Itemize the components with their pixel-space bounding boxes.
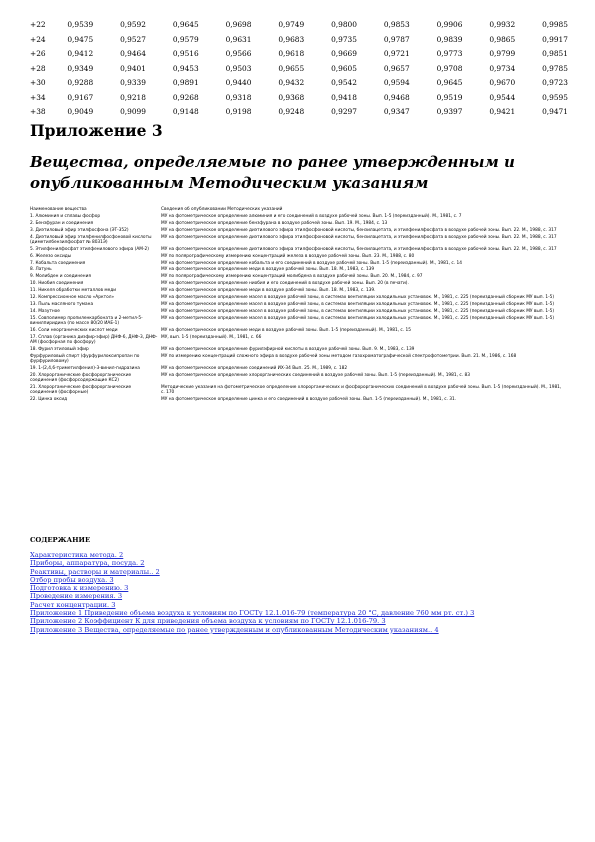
- coefficient-cell: 0,9735: [331, 34, 357, 44]
- table-row: [30, 335, 564, 347]
- table-of-contents: [30, 551, 575, 634]
- coefficient-cell: 0,9544: [489, 92, 516, 102]
- publication-reference: МУ на фотометрическое определение меди в воздухе рабочей зоны. Вып. 18. М., 1983, с. 139: [161, 267, 375, 273]
- toc-link[interactable]: Расчет концентрации. 3: [30, 600, 116, 609]
- toc-item: [30, 576, 575, 584]
- coefficient-cell: 0,9401: [120, 63, 146, 73]
- coefficient-cell: 0,9268: [172, 92, 199, 102]
- temperature-cell: +24: [30, 34, 46, 44]
- coefficient-cell: 0,9631: [225, 34, 252, 44]
- table-row: [30, 316, 564, 328]
- toc-link[interactable]: Приложение 3 Вещества, определяемые по ранее утвержденным и опубликованным Методическим указаниям.. 4: [30, 625, 439, 634]
- substance-name: 6. Железо оксиды: [30, 253, 72, 259]
- substances-table-body: [30, 207, 564, 404]
- publication-reference: МУ на фотометрическое определение диэтилового эфира этилфосфоновой кислоты, бензилацетата, и этилфенилфосфата в воздухе рабочей зоны. Вып. 22. М., 1988, с. 317: [161, 227, 557, 233]
- substance-name: 7. Кобальта соединения: [30, 260, 86, 266]
- coefficient-cell: 0,9985: [542, 20, 568, 29]
- coefficient-cell: 0,9932: [489, 20, 516, 29]
- publication-reference: МУ по полярографическому измерению концентраций молибдена в воздухе рабочей зоны. Вып. 20. М., 1984, с. 97: [161, 274, 423, 280]
- appendix-heading: Приложение 3: [30, 121, 163, 140]
- substance-name: 9. Молибден и соединения: [30, 274, 91, 280]
- table-row: [30, 288, 564, 295]
- table-row: [30, 91, 595, 106]
- publication-reference: МУ на фотометрическое определение диэтилового эфира этилфосфоновой кислоты, бензилацетата, и этилфенилфосфата в воздухе рабочей зоны. Вып. 22. М., 1988, с. 317: [161, 246, 557, 252]
- coefficient-table-body: [30, 18, 595, 120]
- coefficient-cell: 0,9421: [489, 107, 516, 116]
- substance-name: 3. Диэтиловый эфир этилфосфона (ЭТ-352): [30, 227, 129, 233]
- toc-item: [30, 551, 575, 559]
- publication-reference: МУ на фотометрическое определение цинка и его соединений в воздухе рабочей зоны. Вып. 1-5 (переизданный). М., 1981, с. 31.: [161, 397, 457, 403]
- coefficient-cell: 0,9099: [120, 107, 146, 116]
- coefficient-cell: 0,9464: [120, 49, 146, 58]
- coefficient-cell: 0,9734: [489, 63, 516, 73]
- coefficient-cell: 0,9723: [542, 78, 568, 87]
- coefficient-cell: 0,9595: [542, 92, 568, 102]
- appendix-subheading: Вещества, определяемые по ранее утвержденным и опубликованным Методическим указаниям: [30, 153, 515, 192]
- toc-link[interactable]: Отбор пробы воздуха. 3: [30, 575, 114, 584]
- coefficient-cell: 0,9698: [225, 20, 252, 29]
- publication-reference: МУ на фотометрическое определение диэтилового эфира этилфосфоновой кислоты, бензилацетата, и этилфенилфосфата в воздухе рабочей зоны. Вып. 22. М., 1988, с. 317: [161, 234, 557, 240]
- coefficient-cell: 0,9605: [331, 63, 357, 73]
- toc-link[interactable]: Характеристика метода. 2: [30, 551, 124, 559]
- coefficient-table: [30, 18, 595, 120]
- table-row: [30, 207, 564, 214]
- coefficient-cell: 0,9785: [542, 63, 568, 73]
- coefficient-cell: 0,9418: [331, 92, 357, 102]
- substance-name: 13. Пыль масляного тумана: [30, 301, 94, 307]
- publication-reference: МУ, вып. 1-5 (переизданный). М., 1981, с. 66: [161, 334, 262, 340]
- publication-reference: МУ на фотометрическое определение хлорорганических соединений в воздухе рабочей зоны. Вып. 1-5 (переизданный). М., 1981, с. 83: [161, 372, 470, 378]
- substance-name: 10. Ниобия соединения: [30, 281, 84, 287]
- substance-name: 18. Фурил этиловый эфир: [30, 346, 89, 352]
- coefficient-cell: 0,9645: [172, 20, 199, 29]
- table-row: [30, 254, 564, 261]
- coefficient-cell: 0,9657: [383, 63, 410, 73]
- table-row: [30, 397, 564, 404]
- table-row: [30, 235, 564, 247]
- toc-item: [30, 592, 575, 600]
- coefficient-cell: 0,9453: [172, 63, 199, 73]
- publication-reference: МУ на фотометрическое определение масел в воздухе рабочей зоны, в системах вентиляции холодильных установок. М., 1981, с. 225 (переизданный сборник МУ вып. 1-5): [161, 308, 555, 314]
- substance-name: 16. Соли неорганических кислот меди: [30, 327, 118, 333]
- coefficient-cell: 0,9917: [542, 34, 568, 44]
- substances-table: [30, 207, 564, 404]
- table-row: [30, 354, 564, 366]
- substance-name: 11. Никеля обработки металлов меди: [30, 288, 117, 294]
- coefficient-cell: 0,9787: [383, 34, 410, 44]
- toc-title: СОДЕРЖАНИЕ: [30, 536, 91, 544]
- toc-item: [30, 626, 575, 634]
- coefficient-cell: 0,9618: [278, 49, 305, 58]
- toc-item: [30, 568, 575, 576]
- coefficient-cell: 0,9412: [67, 49, 94, 58]
- temperature-cell: +26: [30, 49, 46, 58]
- temperature-cell: +22: [30, 20, 46, 29]
- toc-item: [30, 601, 575, 609]
- coefficient-cell: 0,9148: [172, 107, 199, 116]
- publication-reference: МУ на фотометрическое определение масел в воздухе рабочей зоны, в системах вентиляции холодильных установок. М., 1981, с. 225 (переизданный сборник МУ вып. 1-5): [161, 301, 555, 307]
- coefficient-cell: 0,9475: [67, 34, 94, 44]
- substance-name: 5. Этилфенилфосфат этилфенилового эфира (АМ-2): [30, 246, 149, 252]
- coefficient-cell: 0,9669: [331, 49, 357, 58]
- toc-item: [30, 584, 575, 592]
- coefficient-cell: 0,9708: [436, 63, 463, 73]
- coefficient-cell: 0,9851: [542, 49, 568, 58]
- publication-reference: МУ на фотометрическое определение алюминия и его соединений в воздухе рабочей зоны. Вып. 1-5 (переизданный). М., 1981, с. 7: [161, 213, 462, 219]
- coefficient-cell: 0,9839: [436, 34, 463, 44]
- toc-link[interactable]: Подготовка к измерению. 3: [30, 584, 129, 593]
- temperature-cell: +28: [30, 63, 46, 73]
- table-row: [30, 221, 564, 228]
- publication-reference: МУ на фотометрическое определение меди в воздухе рабочей зоны. Вып. 1-5 (переизданный). М., 1981, с. 15: [161, 327, 411, 333]
- coefficient-cell: 0,9683: [278, 34, 305, 44]
- toc-link[interactable]: Проведение измерения. 3: [30, 592, 123, 601]
- coefficient-cell: 0,9527: [120, 34, 146, 44]
- coefficient-cell: 0,9516: [172, 49, 199, 58]
- coefficient-cell: 0,9440: [225, 78, 252, 87]
- table-row: [30, 18, 595, 33]
- table-row: [30, 47, 595, 62]
- publication-reference: МУ на фотометрическое определение бензфурана в воздухе рабочей зоны. Вып. 19. М., 1984, с. 13: [161, 220, 388, 226]
- table-row: [30, 373, 564, 385]
- coefficient-cell: 0,9891: [172, 78, 199, 87]
- table-row: [30, 62, 595, 77]
- coefficient-cell: 0,9368: [278, 92, 305, 102]
- coefficient-cell: 0,9853: [383, 20, 410, 29]
- substance-name: 8. Латунь: [30, 267, 52, 273]
- coefficient-cell: 0,9198: [225, 107, 252, 116]
- coefficient-cell: 0,9799: [489, 49, 516, 58]
- table-row: [30, 228, 564, 235]
- publication-reference: Сведения об опубликовании Методических указаний: [161, 207, 283, 212]
- table-row: [30, 247, 564, 254]
- coefficient-cell: 0,9248: [278, 107, 305, 116]
- publication-reference: МУ на фотометрическое определение меди в воздухе рабочей зоны. Вып. 18. М., 1983, с. 139.: [161, 288, 376, 294]
- substance-name: 22. Цинка оксид: [30, 397, 68, 403]
- substance-name: 4. Диэтиловый эфир этилфенилфосфоновой кислоты (диметилбензилфосфат № 8031Э): [30, 234, 152, 245]
- coefficient-cell: 0,9579: [172, 34, 199, 44]
- coefficient-cell: 0,9397: [436, 107, 463, 116]
- coefficient-cell: 0,9592: [120, 20, 146, 29]
- coefficient-cell: 0,9347: [383, 107, 410, 116]
- toc-item: [30, 617, 575, 625]
- publication-reference: МУ на фотометрическое определение масел в воздухе рабочей зоны, в системах вентиляции холодильных установок. М., 1981, с. 225 (переизданный сборник МУ вып. 1-5): [161, 294, 555, 300]
- publication-reference: МУ на фотометрическое определение кобальта и его соединений в воздухе рабочей зоны. Вып. 1-5 (переизданный). М., 1981, с. 14: [161, 260, 462, 266]
- table-row: [30, 302, 564, 309]
- substance-name: 14. Мазутное: [30, 308, 60, 314]
- coefficient-cell: 0,9519: [436, 92, 463, 102]
- substance-name: 19. 1-(2,4,6-триметилфенил)-3-винил-гидразина: [30, 366, 140, 371]
- coefficient-cell: 0,9749: [278, 20, 305, 29]
- coefficient-cell: 0,9800: [331, 20, 357, 29]
- temperature-cell: +38: [30, 107, 46, 116]
- coefficient-cell: 0,9655: [278, 63, 305, 73]
- coefficient-cell: 0,9349: [67, 63, 94, 73]
- substance-name: Наименование вещества: [30, 207, 87, 212]
- publication-reference: МУ на фотометрическое определение ниобия и его соединений в воздухе рабочей зоны. Вып. 20 (в печати).: [161, 281, 409, 287]
- table-row: [30, 309, 564, 316]
- toc-item: [30, 559, 575, 567]
- table-row: [30, 76, 595, 91]
- coefficient-cell: 0,9645: [436, 78, 463, 87]
- publication-reference: МУ по полярографическому измерению концентраций железа в воздухе рабочей зоны. Вып. 23. М., 1988, с. 80: [161, 253, 415, 259]
- coefficient-cell: 0,9906: [436, 20, 463, 29]
- table-row: [30, 295, 564, 302]
- substance-name: 12. Компрессионное масло «Арктол»: [30, 294, 115, 300]
- coefficient-cell: 0,9566: [225, 49, 252, 58]
- table-row: [30, 33, 595, 48]
- publication-reference: МУ на фотометрическое определение фурилэфирной кислоты в воздухе рабочей зоны. Вып. 9. М., 1983, с. 139: [161, 346, 415, 352]
- temperature-cell: +30: [30, 78, 46, 87]
- publication-reference: МУ на фотометрическое определение масел в воздухе рабочей зоны, в системах вентиляции холодильных установок. М., 1981, с. 225 (переизданный сборник МУ вып. 1-5): [161, 315, 555, 321]
- coefficient-cell: 0,9049: [67, 107, 94, 116]
- publication-reference: МУ по измерению концентраций сложного эфира в воздухе рабочей зоны методом газохроматографической спектрофотометрии. Вып. 21. М., 1986, с. 168: [161, 353, 517, 359]
- temperature-cell: +34: [30, 92, 46, 102]
- substance-name: Фурфуриловый спирт (фурфурилоксипропан по фурфуриловому): [30, 353, 140, 365]
- toc-link[interactable]: Приложение 2 Коэффициент К для приведения объема воздуха к условиям по ГОСТу 12.1.016-79. 3: [30, 617, 386, 626]
- table-row: [30, 385, 564, 397]
- coefficient-cell: 0,9670: [489, 78, 516, 87]
- substance-name: 17. Сплав (органика диэфир-эфир) ДНФ-6, ДНФ-3, ДНФ-АМ (фосфорная по фосфору): [30, 334, 158, 346]
- coefficient-cell: 0,9339: [120, 78, 146, 87]
- coefficient-cell: 0,9539: [67, 20, 94, 29]
- coefficient-cell: 0,9432: [278, 78, 305, 87]
- substance-name: 15. Совполимер пропиленкарбоната и 2-метил-5-винилпиридина (по массе 80/20 ИАЕ-1): [30, 315, 143, 326]
- substance-name: 21. Хлорорганические фосфорорганические соединения (фосфорные): [30, 385, 132, 396]
- coefficient-cell: 0,9471: [542, 107, 568, 116]
- table-row: [30, 347, 564, 354]
- table-row: [30, 328, 564, 335]
- coefficient-cell: 0,9218: [120, 92, 146, 102]
- coefficient-cell: 0,9468: [383, 92, 410, 102]
- toc-link[interactable]: Приложение 1 Приведение объема воздуха к условиям по ГОСТу 12.1.016-79 (температура 20 °С, давление 760 мм рт. ст.) 3: [30, 609, 475, 618]
- table-row: [30, 366, 564, 373]
- substance-name: 1. Алюминия и сплавы фосфор: [30, 213, 101, 219]
- coefficient-cell: 0,9773: [436, 49, 463, 58]
- toc-link[interactable]: Реактивы, растворы и материалы.. 2: [30, 567, 160, 576]
- coefficient-cell: 0,9503: [225, 63, 252, 73]
- publication-reference: МУ на фотометрическое определение соединений ИХ-34 Вып. 25. М., 1989, с. 182: [161, 366, 348, 371]
- publication-reference: Методические указания на фотометрическое определение хлорорганических и фосфорорганических соединений в воздухе рабочей зоны. Вып. 1-5 (переизданный). М., 1981, с. 170: [161, 385, 562, 396]
- coefficient-cell: 0,9297: [331, 107, 357, 116]
- toc-item: [30, 609, 575, 617]
- coefficient-cell: 0,9167: [67, 92, 94, 102]
- substance-name: 20. Хлорорганические фосфорорганические соединения (фосфорсодержащие КС2): [30, 372, 132, 384]
- substance-name: 2. Бензфуран и соединения: [30, 220, 94, 226]
- coefficient-cell: 0,9318: [225, 92, 252, 102]
- toc-link[interactable]: Приборы, аппаратура, посуда. 2: [30, 559, 145, 568]
- table-row: [30, 214, 564, 221]
- coefficient-cell: 0,9721: [383, 49, 410, 58]
- coefficient-cell: 0,9865: [489, 34, 516, 44]
- coefficient-cell: 0,9594: [383, 78, 410, 87]
- table-row: [30, 105, 595, 120]
- coefficient-cell: 0,9542: [331, 78, 357, 87]
- coefficient-cell: 0,9288: [67, 78, 94, 87]
